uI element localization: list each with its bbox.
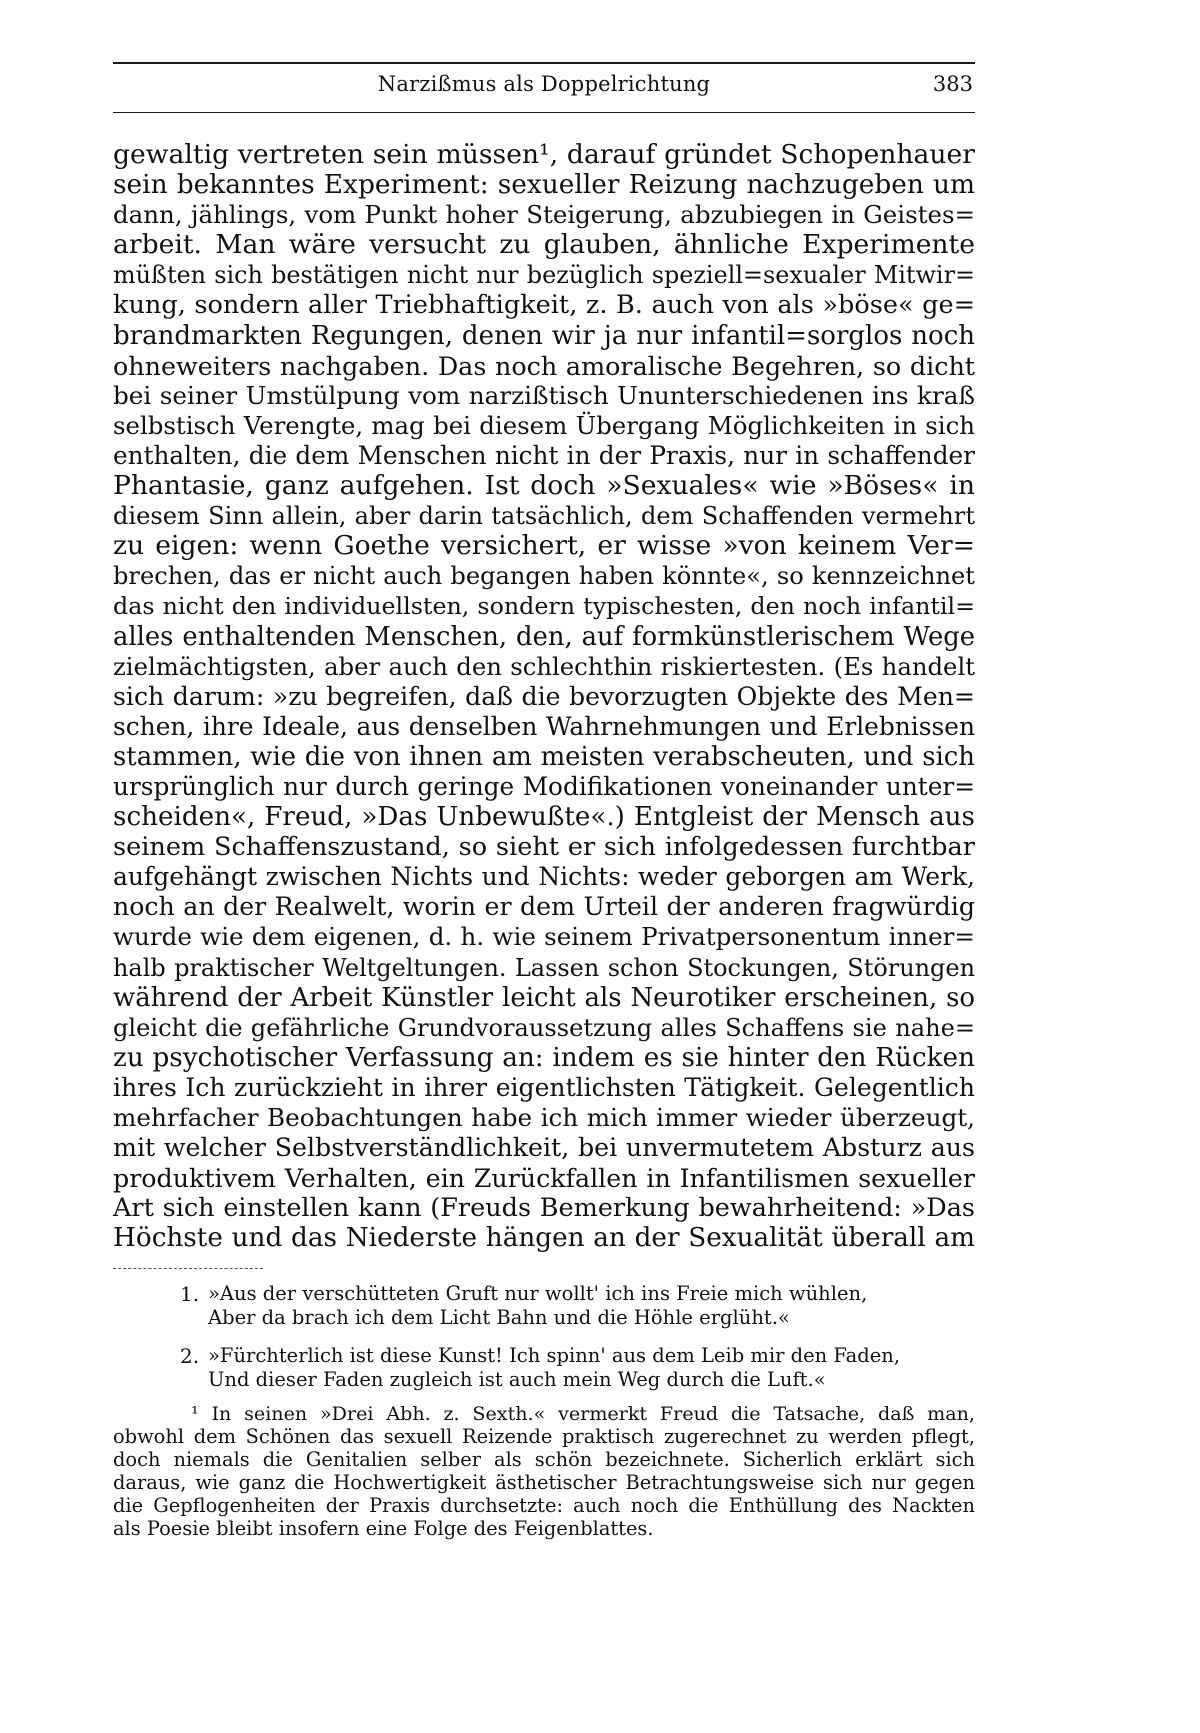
text-line: aufgehängt zwischen Nichts und Nichts: weder geborgen am Werk, xyxy=(113,862,975,892)
text-line: gleicht die gefährliche Grundvoraussetzung alles Schaffens sie nahe= xyxy=(113,1013,975,1042)
poem-line: »Aus der verschütteten Gruft nur wollt' ich ins Freie mich wühlen, xyxy=(208,1282,868,1305)
text-line: stammen, wie die von ihnen am meisten verabscheuten, und sich xyxy=(113,741,975,772)
text-line: mit welcher Selbstverständlichkeit, bei unvermutetem Absturz aus xyxy=(113,1133,975,1163)
poem-line: Aber da brach ich dem Licht Bahn und die Höhle erglüht.« xyxy=(208,1306,790,1329)
text-line: gewaltig vertreten sein müssen¹, darauf gründet Schopenhauer xyxy=(113,139,975,170)
text-line: ihres Ich zurückzieht in ihrer eigentlichsten Tätigkeit. Gelegentlich xyxy=(113,1072,975,1102)
text-line: arbeit. Man wäre versucht zu glauben, ähnliche Experimente xyxy=(113,229,975,261)
text-line: diesem Sinn allein, aber darin tatsächlich, dem Schaffenden vermehrt xyxy=(113,502,975,531)
text-line: brechen, das er nicht auch begangen haben könnte«, so kennzeichnet xyxy=(113,562,975,591)
poem-note-1 xyxy=(180,1282,980,1330)
text-line: Art sich einstellen kann (Freuds Bemerkung bewahrheitend: »Das xyxy=(113,1193,975,1224)
text-line: noch an der Realwelt, worin er dem Urteil der anderen fragwürdig xyxy=(113,892,975,922)
text-line: seinem Schaffenszustand, so sieht er sich infolgedessen furchtbar xyxy=(113,832,975,863)
text-line: sich darum: »zu begreifen, daß die bevorzugten Objekte des Men= xyxy=(113,681,975,711)
text-line: schen, ihre Ideale, aus denselben Wahrnehmungen und Erlebnissen xyxy=(113,711,975,741)
poem-line: »Fürchterlich ist diese Kunst! Ich spinn' aus dem Leib mir den Faden, xyxy=(208,1344,901,1367)
footnote xyxy=(113,1402,975,1540)
text-line: produktivem Verhalten, ein Zurückfallen in Infantilismen sexueller xyxy=(113,1163,975,1194)
text-line: kung, sondern aller Triebhaftigkeit, z. B. auch von als »böse« ge= xyxy=(113,290,975,321)
poem-number: 2. xyxy=(180,1344,200,1368)
footnote-line: doch niemals die Genitalien selber als schön bezeichnete. Sicherlich erklärt sich xyxy=(113,1448,975,1471)
text-line: wurde wie dem eigenen, d. h. wie seinem Privatpersonentum inner= xyxy=(113,922,975,952)
footnote-line: als Poesie bleibt insofern eine Folge des Feigenblattes. xyxy=(113,1517,654,1540)
text-line: ursprünglich nur durch geringe Modifikationen voneinander unter= xyxy=(113,771,975,801)
text-line: dann, jählings, vom Punkt hoher Steigerung, abzubiegen in Geistes= xyxy=(113,200,975,230)
text-line: halb praktischer Weltgeltungen. Lassen schon Stockungen, Störungen xyxy=(113,953,975,982)
running-title: Narzißmus als Doppelrichtung xyxy=(377,72,711,96)
text-line: müßten sich bestätigen nicht nur bezüglich speziell=sexualer Mitwir= xyxy=(113,261,975,290)
text-line: das nicht den individuellsten, sondern typischesten, den noch infantil= xyxy=(113,592,975,621)
poem-notes xyxy=(180,1282,980,1406)
page-number: 383 xyxy=(932,72,973,96)
text-line: zu eigen: wenn Goethe versichert, er wisse »von keinem Ver= xyxy=(113,530,975,562)
text-line: bei seiner Umstülpung vom narzißtisch Ununterschiedenen ins kraß xyxy=(113,380,975,410)
text-line: scheiden«, Freud, »Das Unbewußte«.) Entgleist der Mensch aus xyxy=(113,802,975,833)
main-text xyxy=(113,140,975,1253)
text-line: alles enthaltenden Menschen, den, auf formkünstlerischem Wege xyxy=(113,621,975,652)
poem-note-2 xyxy=(180,1344,980,1392)
text-line: selbstisch Verengte, mag bei diesem Übergang Möglichkeiten in sich xyxy=(113,410,975,440)
text-line: zielmächtigsten, aber auch den schlechthin riskiertesten. (Es handelt xyxy=(113,651,975,681)
poem-number: 1. xyxy=(180,1282,200,1306)
page-header xyxy=(113,62,975,113)
text-line: ohneweiters nachgaben. Das noch amoralische Begehren, so dicht xyxy=(113,350,975,381)
text-line: zu psychotischer Verfassung an: indem es sie hinter den Rücken xyxy=(113,1042,975,1073)
text-line: enthalten, die dem Menschen nicht in der Praxis, nur in schaffender xyxy=(113,440,975,470)
text-line: mehrfacher Beobachtungen habe ich mich immer wieder überzeugt, xyxy=(113,1103,975,1132)
footnote-line: daraus, wie ganz die Hochwertigkeit ästhetischer Betrachtungsweise sich nur gegen xyxy=(113,1471,975,1494)
text-line: sein bekanntes Experiment: sexueller Reizung nachzugeben um xyxy=(113,169,975,201)
footnote-line: die Gepflogenheiten der Praxis durchsetzte: auch noch die Enthüllung des Nackten xyxy=(113,1494,975,1517)
text-line: während der Arbeit Künstler leicht als Neurotiker erscheinen, so xyxy=(113,982,975,1013)
footnote-line: obwohl dem Schönen das sexuell Reizende praktisch zugerechnet zu werden pflegt, xyxy=(113,1425,975,1448)
text-line: Phantasie, ganz aufgehen. Ist doch »Sexuales« wie »Böses« in xyxy=(113,470,975,502)
poem-line: Und dieser Faden zugleich ist auch mein Weg durch die Luft.« xyxy=(208,1368,826,1391)
footnote-separator xyxy=(113,1268,263,1269)
footnote-line: ¹ In seinen »Drei Abh. z. Sexth.« vermerkt Freud die Tatsache, daß man, xyxy=(191,1402,975,1425)
text-line: brandmarkten Regungen, denen wir ja nur infantil=sorglos noch xyxy=(113,320,975,351)
text-line: Höchste und das Niederste hängen an der Sexualität überall am xyxy=(113,1223,975,1254)
